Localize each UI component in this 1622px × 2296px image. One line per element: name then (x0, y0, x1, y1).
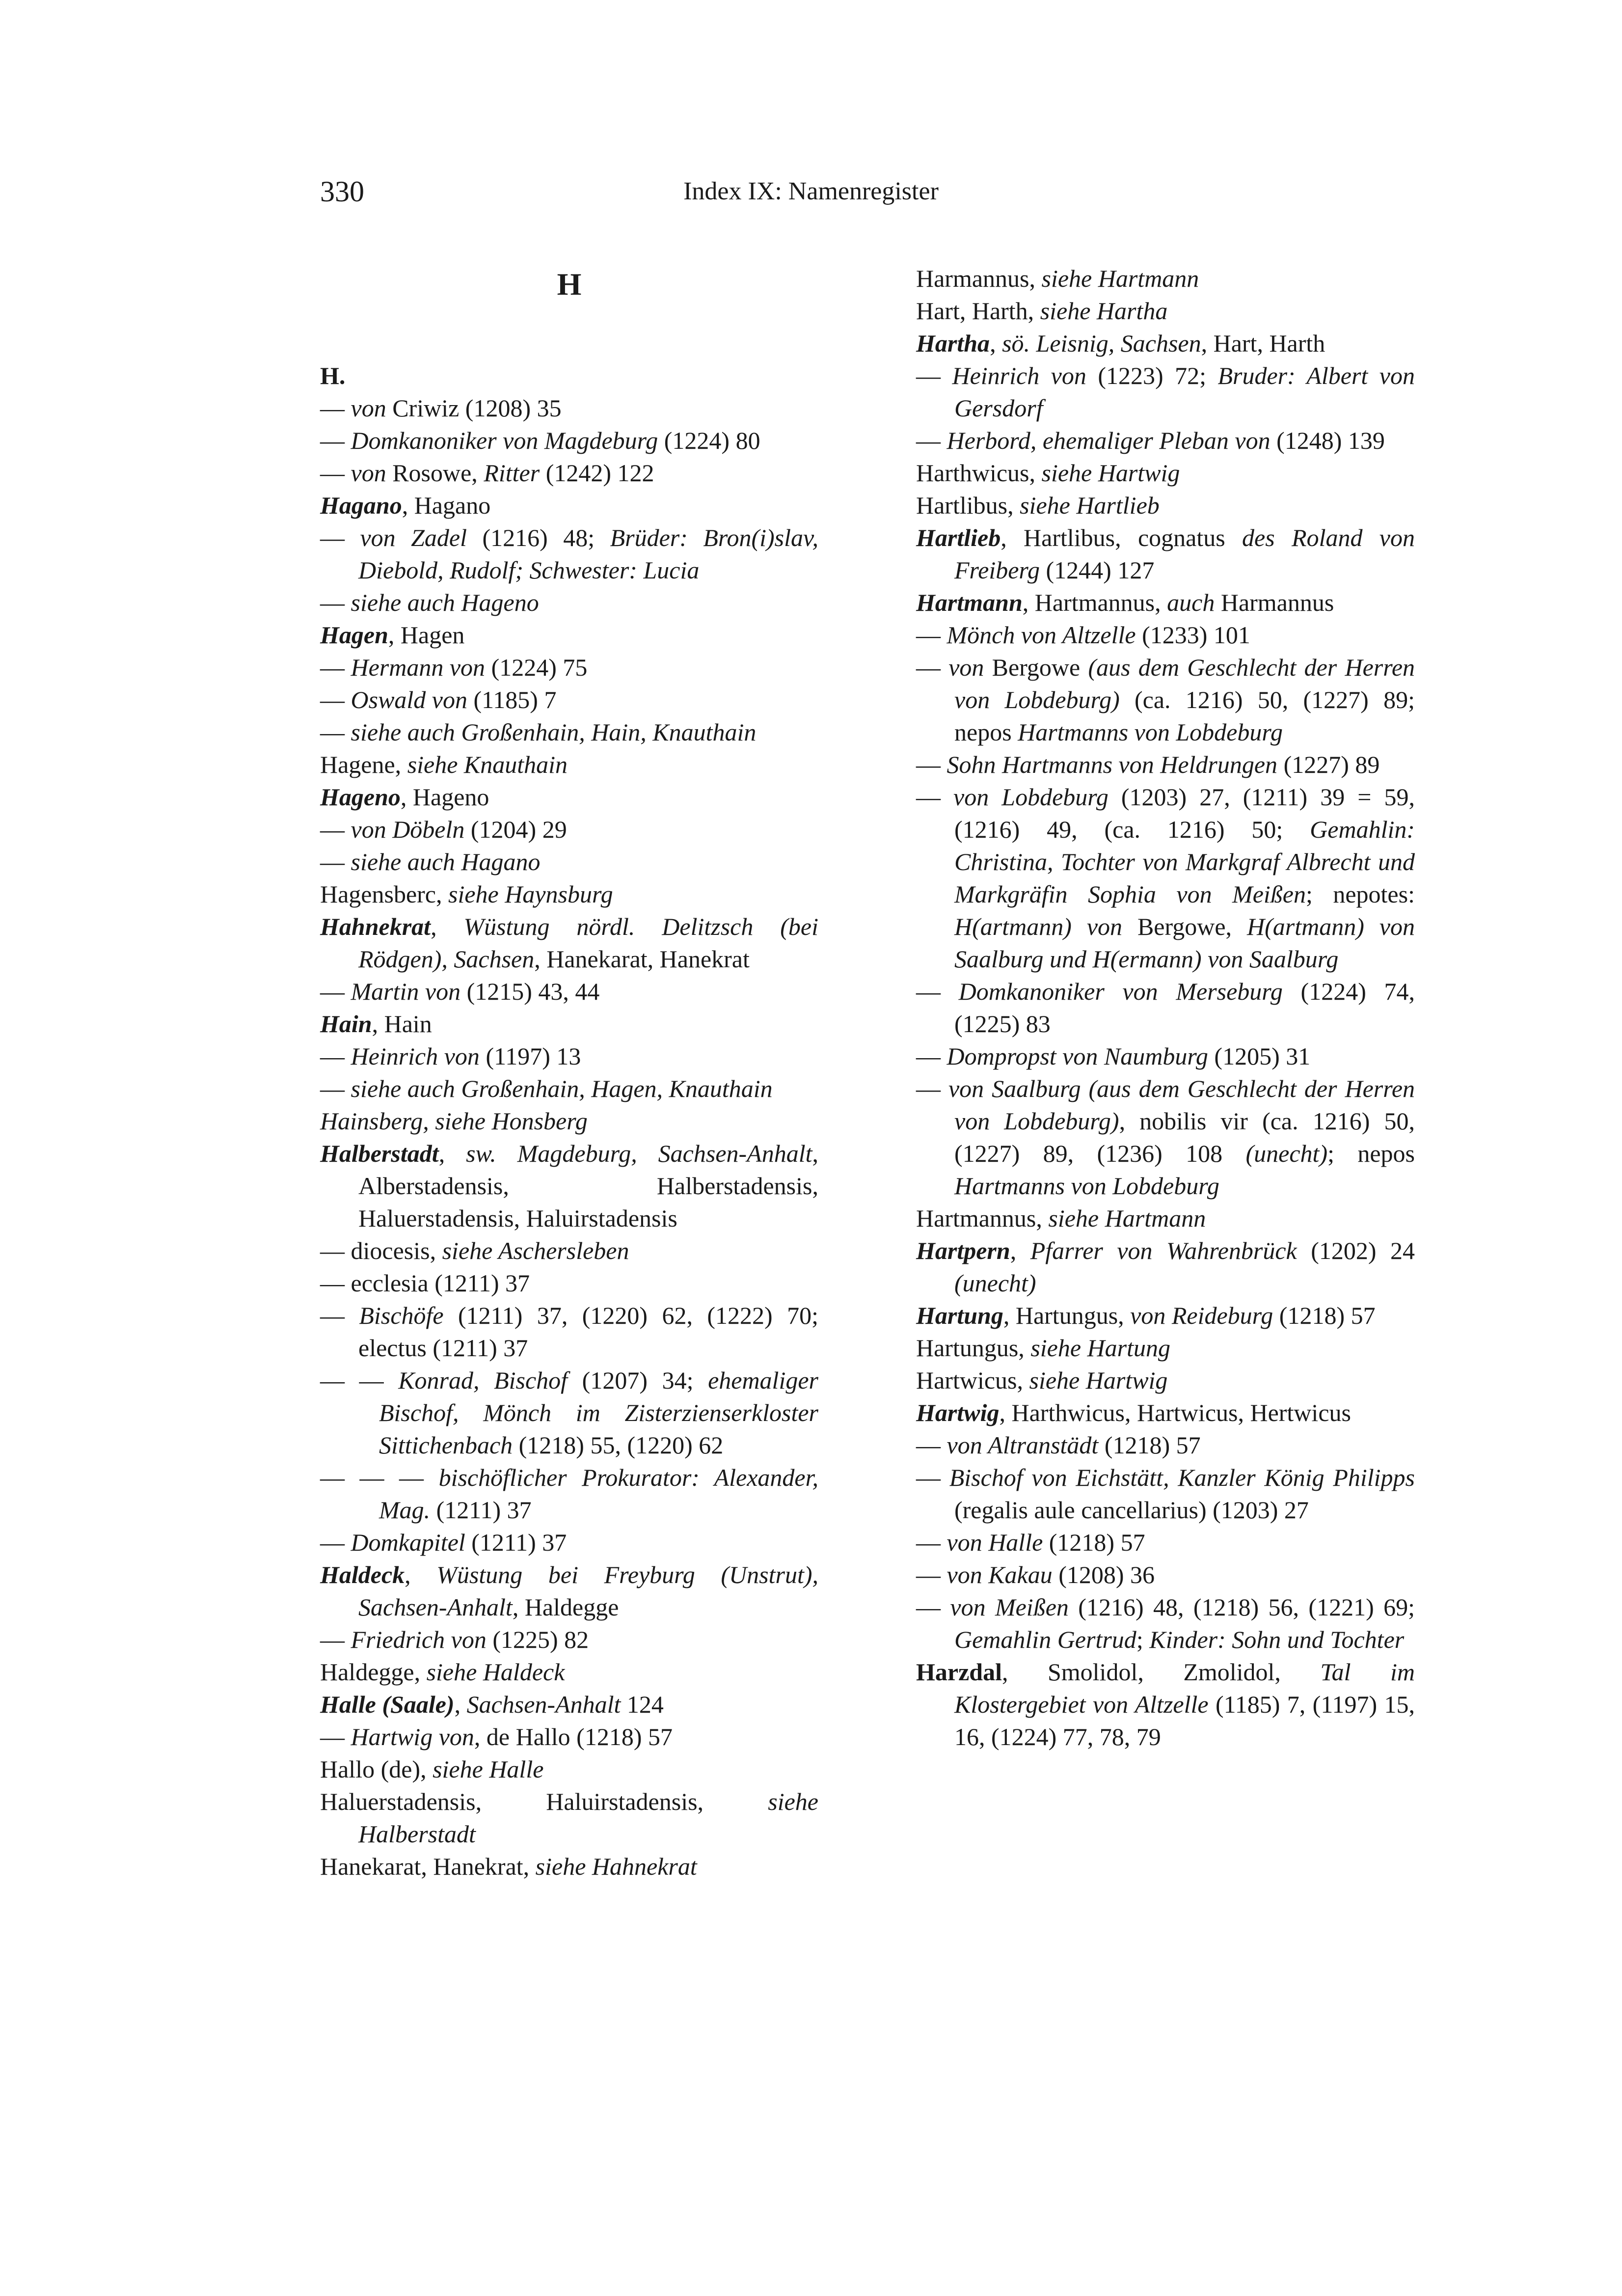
index-column-right (916, 262, 1415, 1753)
index-subentry: — Herbord, ehemaliger Pleban von (1248) 139 (916, 427, 1385, 454)
index-subentry: — Domkanoniker von Merseburg (1224) 74, (1225) 83 (916, 978, 1415, 1038)
index-entry: Haldegge, siehe Haldeck (320, 1658, 565, 1686)
index-subentry: — Martin von (1215) 43, 44 (320, 978, 600, 1005)
index-entry: Hageno, Hageno (320, 783, 489, 811)
index-entry: Halberstadt, sw. Magdeburg, Sachsen-Anhalt, Alberstadensis, Halberstadensis, Haluerstadensis, Haluirstadensis (320, 1140, 818, 1232)
index-entry: Hanekarat, Hanekrat, siehe Hahnekrat (320, 1853, 697, 1880)
index-subentry: — von Criwiz (1208) 35 (320, 394, 562, 422)
index-subentry: — ecclesia (1211) 37 (320, 1269, 530, 1297)
index-entry: Hartungus, siehe Hartung (916, 1334, 1171, 1362)
index-subentry: — Heinrich von (1197) 13 (320, 1042, 581, 1070)
index-entry: Hagensberc, siehe Haynsburg (320, 880, 613, 908)
index-subentry: — Dompropst von Naumburg (1205) 31 (916, 1042, 1311, 1070)
index-entry: Hagene, siehe Knauthain (320, 751, 568, 778)
index-entry: Hartwig, Harthwicus, Hartwicus, Hertwicus (916, 1399, 1351, 1426)
index-entry: Hartha, sö. Leisnig, Sachsen, Hart, Harth (916, 329, 1325, 357)
running-title: Index IX: Namenregister (683, 177, 939, 205)
index-subentry: — diocesis, siehe Aschersleben (320, 1237, 629, 1264)
index-entry: Harthwicus, siehe Hartwig (916, 459, 1180, 487)
index-entry: Hartpern, Pfarrer von Wahrenbrück (1202) 24 (unecht) (916, 1237, 1415, 1297)
index-subentry: — von Zadel (1216) 48; Brüder: Bron(i)slav, Diebold, Rudolf; Schwester: Lucia (320, 524, 819, 584)
index-subentry: — von Meißen (1216) 48, (1218) 56, (1221) 69; Gemahlin Gertrud; Kinder: Sohn und Tochter (916, 1593, 1415, 1653)
index-subentry: — Bischof von Eichstätt, Kanzler König Philipps (regalis aule cancellarius) (1203) 27 (916, 1464, 1415, 1524)
index-entry: H. (320, 362, 346, 389)
index-column-left (320, 262, 818, 1883)
index-entry: Hain, Hain (320, 1010, 432, 1038)
index-subentry: — von Kakau (1208) 36 (916, 1561, 1155, 1588)
index-entry: Hartmann, Hartmannus, auch Harmannus (916, 589, 1334, 616)
index-entry: Hartung, Hartungus, von Reideburg (1218) 57 (916, 1302, 1376, 1329)
entry-list-right (916, 262, 1415, 1753)
entry-list-left (320, 359, 818, 1883)
index-subentry: — siehe auch Hageno (320, 589, 539, 616)
index-subentry: — von Saalburg (aus dem Geschlecht der Herren von Lobdeburg), nobilis vir (ca. 1216) 50, (1227) 89, (1236) 108 (unecht); nepos Hartmanns von Lobdeburg (916, 1075, 1415, 1200)
index-entry: Hagen, Hagen (320, 621, 465, 649)
index-subentry: — Domkanoniker von Magdeburg (1224) 80 (320, 427, 760, 454)
index-entry: Harzdal, Smolidol, Zmolidol, Tal im Klostergebiet von Altzelle (1185) 7, (1197) 15, 16, (1224) 77, 78, 79 (916, 1658, 1415, 1750)
index-subentry: — Bischöfe (1211) 37, (1220) 62, (1222) 70; electus (1211) 37 (320, 1302, 818, 1362)
index-entry: Hartwicus, siehe Hartwig (916, 1367, 1168, 1394)
index-entry: Halle (Saale), Sachsen-Anhalt 124 (320, 1691, 664, 1718)
index-entry: Hahnekrat, Wüstung nördl. Delitzsch (bei Rödgen), Sachsen, Hanekarat, Hanekrat (320, 913, 818, 973)
index-entry: Haluerstadensis, Haluirstadensis, siehe Halberstadt (320, 1788, 818, 1848)
index-subentry: — Hermann von (1224) 75 (320, 654, 588, 681)
index-subentry: — Mönch von Altzelle (1233) 101 (916, 621, 1250, 649)
index-subentry: — siehe auch Hagano (320, 848, 541, 875)
index-subentry: — von Altranstädt (1218) 57 (916, 1431, 1201, 1459)
index-entry: Hagano, Hagano (320, 492, 491, 519)
page-number: 330 (320, 175, 364, 208)
index-subentry: — von Lobdeburg (1203) 27, (1211) 39 = 59, (1216) 49, (ca. 1216) 50; Gemahlin: Christina, Tochter von Markgraf Albrecht und Markgräfin Sophia von Meißen; nepotes: H(artmann) von Bergowe, H(artmann) von Saalburg und H(ermann) von Saalburg (916, 783, 1415, 973)
index-subentry: — von Bergowe (aus dem Geschlecht der Herren von Lobdeburg) (ca. 1216) 50, (1227) 89; nepos Hartmanns von Lobdeburg (916, 654, 1415, 746)
index-subentry: — — Konrad, Bischof (1207) 34; ehemaliger Bischof, Mönch im Zisterzienserkloster Sittichenbach (1218) 55, (1220) 62 (320, 1367, 818, 1459)
index-subentry: — von Döbeln (1204) 29 (320, 816, 567, 843)
index-subentry: — Domkapitel (1211) 37 (320, 1529, 567, 1556)
index-subentry: — Heinrich von (1223) 72; Bruder: Albert von Gersdorf (916, 362, 1415, 422)
index-entry: Hartlibus, siehe Hartlieb (916, 492, 1160, 519)
index-subentry: — Oswald von (1185) 7 (320, 686, 557, 713)
index-subentry: — von Halle (1218) 57 (916, 1529, 1145, 1556)
section-letter: H (557, 267, 582, 301)
index-subentry: — Friedrich von (1225) 82 (320, 1626, 589, 1653)
index-entry: Hallo (de), siehe Halle (320, 1755, 544, 1783)
index-entry: Hart, Harth, siehe Hartha (916, 297, 1168, 325)
index-subentry: — Hartwig von, de Hallo (1218) 57 (320, 1723, 673, 1750)
index-entry: Haldeck, Wüstung bei Freyburg (Unstrut), Sachsen-Anhalt, Haldegge (320, 1561, 818, 1621)
index-entry: Hartlieb, Hartlibus, cognatus des Roland von Freiberg (1244) 127 (916, 524, 1415, 584)
index-subentry: — siehe auch Großenhain, Hain, Knauthain (320, 718, 757, 746)
index-entry: Hartmannus, siehe Hartmann (916, 1204, 1206, 1232)
index-subentry: — siehe auch Großenhain, Hagen, Knauthain (320, 1075, 773, 1102)
index-entry: Harmannus, siehe Hartmann (916, 265, 1199, 292)
index-subentry: — — — bischöflicher Prokurator: Alexander, Mag. (1211) 37 (320, 1464, 818, 1524)
index-subentry: — von Rosowe, Ritter (1242) 122 (320, 459, 654, 487)
index-subentry: — Sohn Hartmanns von Heldrungen (1227) 89 (916, 751, 1380, 778)
index-entry: Hainsberg, siehe Honsberg (320, 1107, 588, 1135)
